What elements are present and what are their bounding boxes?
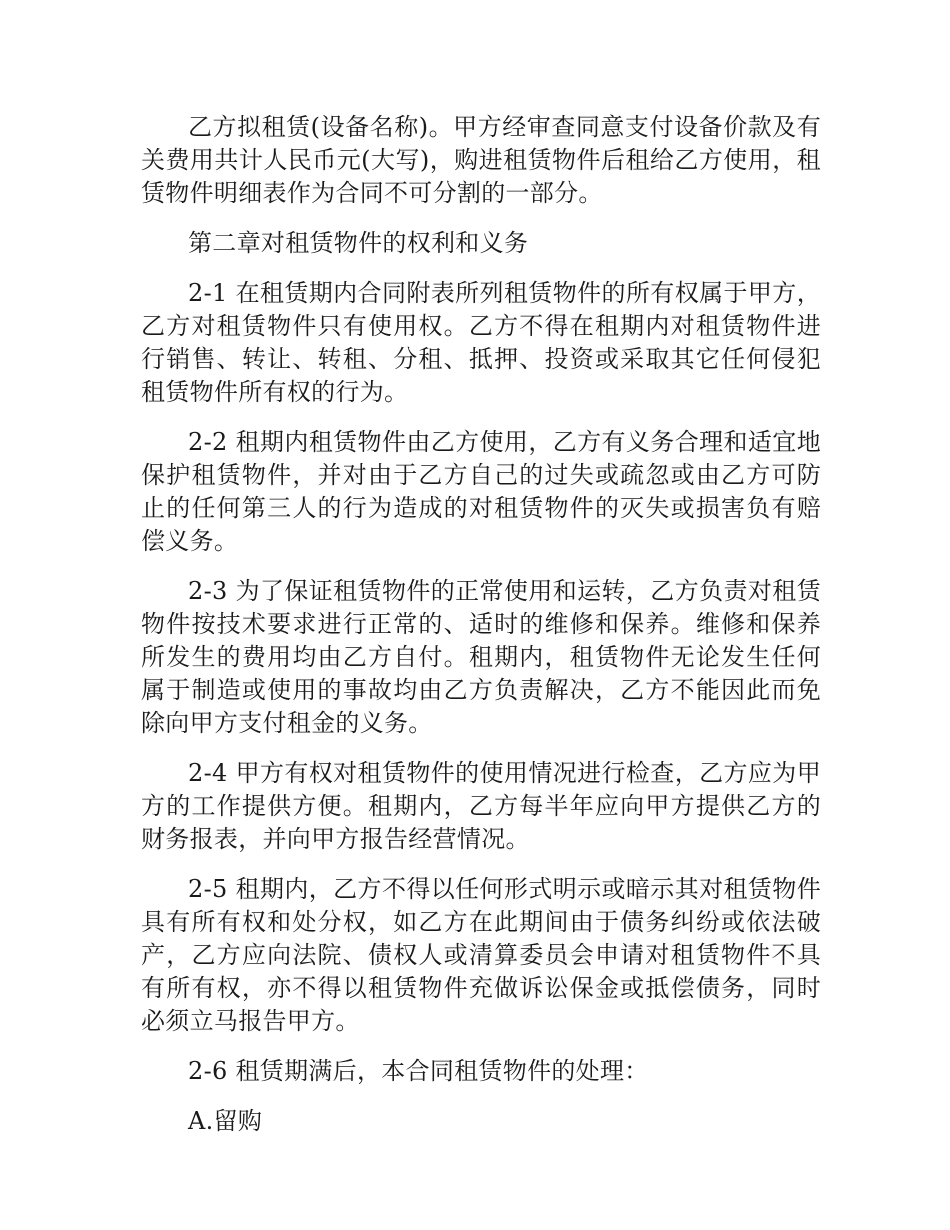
clause-2-1: 2-1 在租赁期内合同附表所列租赁物件的所有权属于甲方，乙方对租赁物件只有使用权。乙方不得在租期内对租赁物件进行销售、转让、转租、分租、抵押、投资或采取其它任何侵犯租赁物件所有权的行为。	[141, 279, 821, 406]
clause-2-3: 2-3 为了保证租赁物件的正常使用和运转，乙方负责对租赁物件按技术要求进行正常的、适时的维修和保养。维修和保养所发生的费用均由乙方自付。租期内，租赁物件无论发生任何属于制造或使用的事故均由乙方负责解决，乙方不能因此而免除向甲方支付租金的义务。	[141, 577, 821, 737]
chapter-heading: 第二章对租赁物件的权利和义务	[188, 229, 529, 257]
document-body	[141, 111, 821, 1155]
clause-2-2: 2-2 租期内租赁物件由乙方使用，乙方有义务合理和适宜地保护租赁物件，并对由于乙方自己的过失或疏忽或由乙方可防止的任何第三人的行为造成的对租赁物件的灭失或损害负有赔偿义务。	[141, 428, 821, 555]
clause-2-6: 2-6 租赁期满后，本合同租赁物件的处理：	[188, 1057, 649, 1085]
option-a-purchase: A.留购	[188, 1107, 263, 1135]
clause-2-4: 2-4 甲方有权对租赁物件的使用情况进行检查，乙方应为甲方的工作提供方便。租期内，乙方每半年应向甲方提供乙方的财务报表，并向甲方报告经营情况。	[141, 759, 821, 853]
clause-2-5: 2-5 租期内，乙方不得以任何形式明示或暗示其对租赁物件具有所有权和处分权，如乙方在此期间由于债务纠纷或依法破产，乙方应向法院、债权人或清算委员会申请对租赁物件不具有所有权，亦不得以租赁物件充做诉讼保金或抵偿债务，同时必须立马报告甲方。	[141, 875, 821, 1035]
paragraph-lease-intro: 乙方拟租赁(设备名称)。甲方经审查同意支付设备价款及有关费用共计人民币元(大写)，购进租赁物件后租给乙方使用，租赁物件明细表作为合同不可分割的一部分。	[141, 113, 821, 207]
